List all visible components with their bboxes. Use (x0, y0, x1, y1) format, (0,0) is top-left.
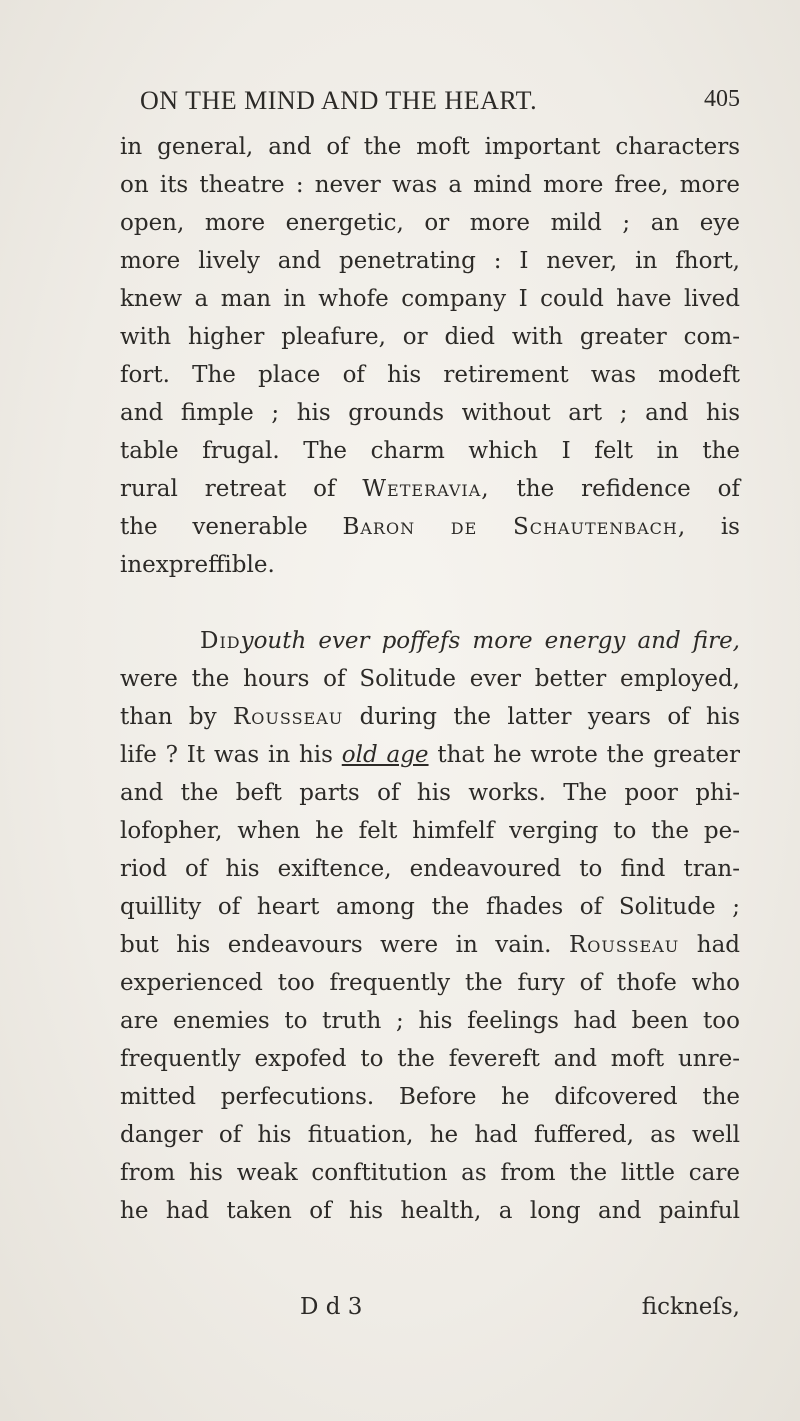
text-fragment: is (686, 514, 740, 540)
text-line: danger of his fituation, he had fuffered, as well (120, 1122, 740, 1148)
text-fragment: the venerable (120, 514, 308, 540)
emphasis: old age (341, 742, 429, 768)
person-name: Baron de Schautenbach, (342, 514, 687, 540)
body-text (120, 128, 740, 1230)
text-line: more lively and penetrating : I never, in fhort, (120, 248, 740, 274)
text-line: on its theatre : never was a mind more free, more (120, 172, 740, 198)
text-fragment: than by (120, 704, 217, 730)
text-line: and the beft parts of his works. The poor phi- (120, 780, 740, 806)
page-header (140, 86, 740, 126)
text-fragment: the refidence of (489, 476, 740, 502)
text-line (120, 926, 740, 964)
text-line: fort. The place of his retirement was modeft (120, 362, 740, 388)
page-footer (120, 1294, 740, 1332)
text-fragment: life ? It was in his (120, 742, 333, 768)
text-line: with higher pleafure, or died with greater com- (120, 324, 740, 350)
text-fragment: youth ever poffefs more energy and fire, (240, 628, 740, 654)
text-fragment: rural retreat of (120, 476, 336, 502)
text-line (120, 736, 740, 774)
text-line: open, more energetic, or more mild ; an eye (120, 210, 740, 236)
signature-mark: D d 3 (300, 1294, 363, 1320)
paragraph-break (120, 584, 740, 622)
text-line: were the hours of Solitude ever better employed, (120, 666, 740, 692)
text-line: frequently expofed to the fevereft and moft unre- (120, 1046, 740, 1072)
text-line (120, 508, 740, 546)
text-line: experienced too frequently the fury of thofe who (120, 970, 740, 996)
person-name: Rousseau (568, 932, 680, 958)
text-line: mitted perfecutions. Before he difcovered the (120, 1084, 740, 1110)
drop-word: Did (200, 628, 241, 654)
text-line: are enemies to truth ; his feelings had been too (120, 1008, 740, 1034)
text-line (120, 622, 740, 660)
text-line: inexpreffible. (120, 552, 275, 578)
text-line: and fimple ; his grounds without art ; and his (120, 400, 740, 426)
text-fragment: had (679, 932, 741, 958)
text-fragment: that he wrote the greater (428, 742, 740, 768)
page-number: 405 (704, 86, 740, 112)
catchword: fickneſs, (641, 1294, 740, 1320)
text-fragment: but his endeavours were in vain. (120, 932, 552, 958)
text-line: in general, and of the moft important characters (120, 134, 740, 160)
text-fragment: during the latter years of his (343, 704, 740, 730)
text-line: knew a man in whofe company I could have lived (120, 286, 740, 312)
place-name: Weteravia, (362, 476, 490, 502)
text-line: table frugal. The charm which I felt in the (120, 438, 740, 464)
person-name: Rousseau (232, 704, 344, 730)
text-line: from his weak conftitution as from the little care (120, 1160, 740, 1186)
text-line: quillity of heart among the fhades of Solitude ; (120, 894, 740, 920)
text-line: riod of his exiftence, endeavoured to find tran- (120, 856, 740, 882)
running-head: ON THE MIND AND THE HEART. (140, 86, 538, 115)
text-line: lofopher, when he felt himfelf verging to the pe- (120, 818, 740, 844)
text-line: he had taken of his health, a long and painful (120, 1198, 740, 1224)
text-line (120, 470, 740, 508)
text-line (120, 698, 740, 736)
